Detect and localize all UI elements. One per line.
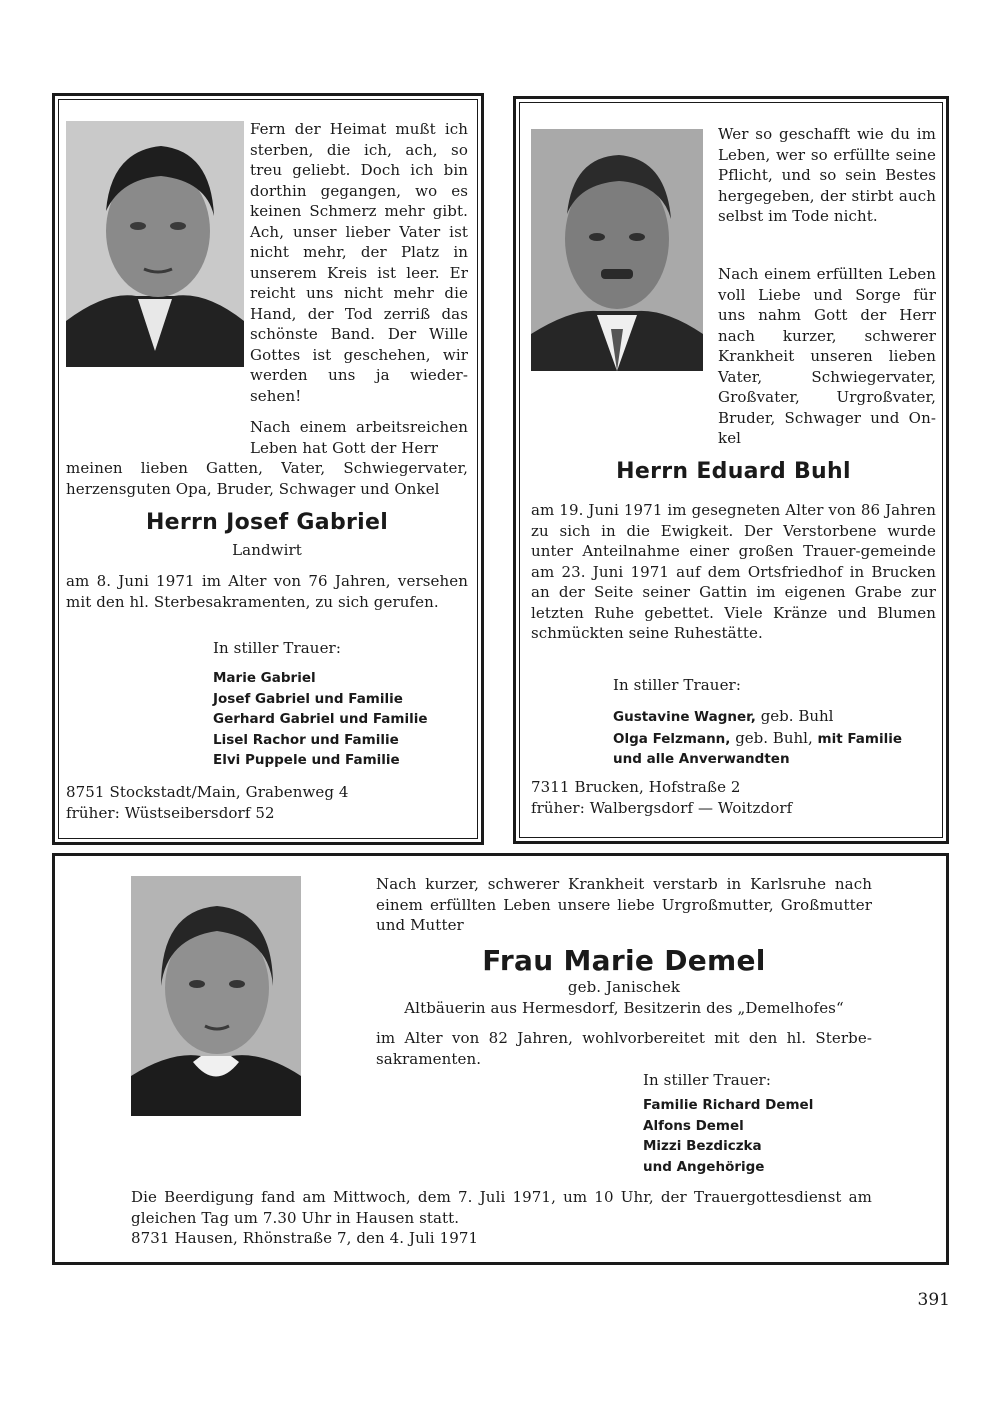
mourner: Lisel Rachor und Familie	[213, 731, 399, 748]
occupation: Landwirt	[232, 541, 302, 559]
mourner: Elvi Puppele und Familie	[213, 752, 400, 768]
maiden-name: geb. Janischek	[567, 978, 681, 996]
intro-text-continued: meinen lieben Gatten, Vater, Schwiegervater, herzensguten Opa, Bruder, Schwager und Onkel	[66, 459, 468, 498]
portrait-photo-eduard-buhl	[531, 129, 703, 371]
place-date: 8731 Hausen, Rhönstraße 7, den 4. Juli 1971	[131, 1229, 479, 1247]
mourner: Mizzi Bezdiczka	[643, 1138, 762, 1154]
mourning-label: In stiller Trauer:	[643, 1071, 771, 1089]
address: 7311 Brucken, Hofstraße 2	[531, 778, 741, 796]
page-number: 391	[917, 1290, 950, 1310]
mourner: Olga Felzmann, geb. Buhl, mit Familie	[613, 728, 902, 747]
mourner: und Angehörige	[643, 1158, 765, 1175]
mourner: Alfons Demel	[643, 1117, 744, 1134]
mourning-label: In stiller Trauer:	[213, 639, 341, 657]
former-address: früher: Wüstseibersdorf 52	[66, 804, 275, 822]
portrait-photo-josef-gabriel	[66, 121, 244, 367]
mourner-list	[213, 668, 475, 771]
mourner: und alle Anverwandten	[613, 751, 790, 767]
description: Altbäuerin aus Hermesdorf, Besitzerin des „Demelhofes“	[404, 999, 844, 1017]
age-notice: im Alter von 82 Jahren, wohlvorbereitet mit den hl. Sterbe-sakramenten.	[376, 1029, 872, 1068]
mourner: Familie Richard Demel	[643, 1097, 814, 1113]
deceased-name: Herrn Eduard Buhl	[616, 459, 851, 484]
mourner: Marie Gabriel	[213, 670, 316, 686]
mourner: Gerhard Gabriel und Familie	[213, 711, 428, 727]
mourner: Gustavine Wagner, geb. Buhl	[613, 707, 834, 725]
mourning-label: In stiller Trauer:	[613, 676, 741, 694]
mourner-list	[613, 706, 938, 770]
portrait-photo-marie-demel	[131, 876, 301, 1116]
former-address: früher: Walbergsdorf — Woitzdorf	[531, 799, 793, 817]
mourner-list	[643, 1095, 903, 1177]
address: 8751 Stockstadt/Main, Grabenweg 4	[66, 783, 349, 801]
death-notice: am 19. Juni 1971 im gesegneten Alter von 86 Jahren zu sich in die Ewigkeit. Der Verstorbene wurde unter Anteilnahme einer großen Trauer-gemeinde am 23. Juni 1971 auf dem Ortsfriedhof in Brucken an der Seite seiner Gattin im eigenen Grabe zur letzten Ruhe gebettet. Viele Kränze und Blumen schmückten seine Ruhestätte.	[531, 501, 936, 642]
deceased-name: Herrn Josef Gabriel	[145, 510, 389, 535]
poem-text: Wer so geschafft wie du im Leben, wer so erfüllte seine Pflicht, und so sein Bestes hergegeben, der stirbt auch selbst im Tode nicht.	[718, 125, 936, 225]
deceased-name: Frau Marie Demel	[482, 944, 766, 977]
funeral-notice: Die Beerdigung fand am Mittwoch, dem 7. Juli 1971, um 10 Uhr, der Trauergottesdienst am gleichen Tag um 7.30 Uhr in Hausen statt.	[131, 1188, 872, 1227]
mourner: Josef Gabriel und Familie	[213, 690, 403, 707]
intro-text: Nach einem erfüllten Leben voll Liebe und Sorge für uns nahm Gott der Herr nach kurzer, schwerer Krankheit unseren lieben Vater, Schwiegervater, Großvater, Urgroßvater, Bruder, Schwager und On-kel	[718, 265, 936, 447]
intro-text: Nach kurzer, schwerer Krankheit verstarb in Karlsruhe nach einem erfüllten Leben unsere liebe Urgroßmutter, Großmutter und Mutter	[376, 875, 872, 934]
death-notice: am 8. Juni 1971 im Alter von 76 Jahren, versehen mit den hl. Sterbesakramenten, zu sich gerufen.	[66, 572, 468, 611]
intro-text: Nach einem arbeitsreichen Leben hat Gott der Herr	[250, 418, 468, 457]
poem-text: Fern der Heimat mußt ich sterben, die ich, ach, so treu geliebt. Doch ich bin dorthin gegangen, wo es keinen Schmerz mehr gibt. Ach, unser lieber Vater ist nicht mehr, der Platz in unserem Kreis ist leer. Er reicht uns nicht mehr die Hand, der Tod zerriß das schönste Band. Der Wille Gottes ist geschehen, wir werden uns ja wieder-sehen!	[250, 120, 468, 405]
